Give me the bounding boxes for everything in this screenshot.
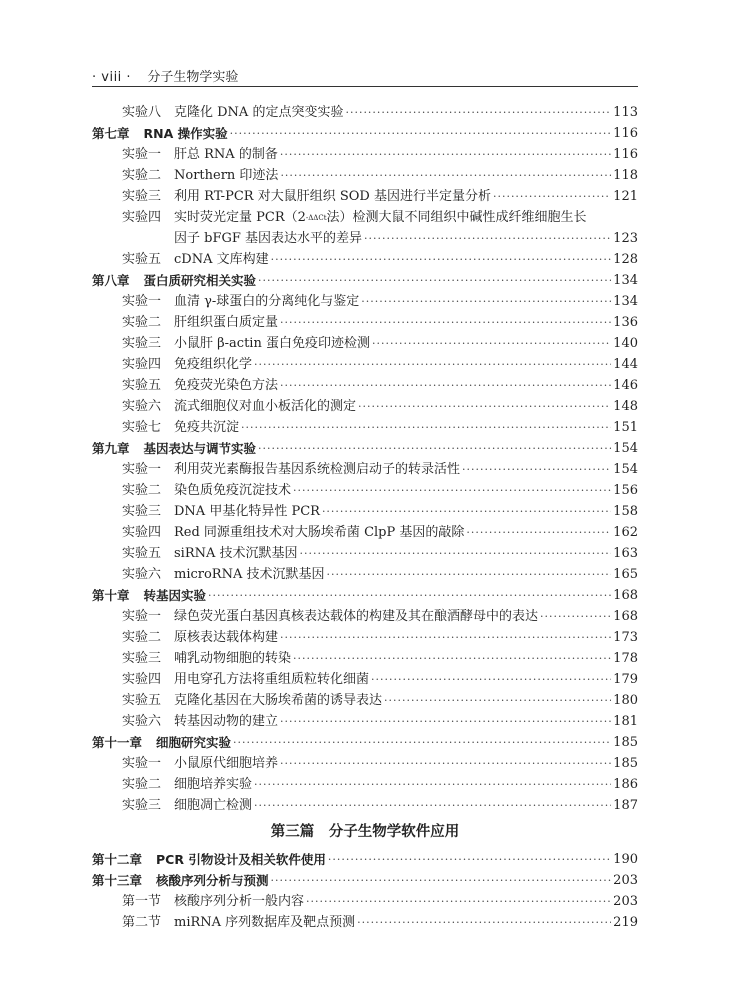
toc-leader-dots bbox=[254, 774, 611, 795]
toc-entry-label: 实验三 bbox=[122, 651, 162, 666]
toc-page-number: 116 bbox=[613, 147, 638, 162]
toc-entry-row[interactable] bbox=[92, 690, 638, 711]
toc-entry-title: DNA 甲基化特异性 PCR bbox=[174, 504, 320, 519]
toc-entry-row[interactable] bbox=[92, 291, 638, 312]
toc-leader-dots bbox=[258, 270, 611, 291]
toc-page-number: 187 bbox=[613, 798, 638, 813]
toc-leader-dots bbox=[271, 249, 612, 270]
toc-entry-title: 肝组织蛋白质定量 bbox=[174, 315, 279, 330]
toc-page-number: 154 bbox=[613, 441, 638, 456]
toc-chapter-row[interactable] bbox=[92, 438, 638, 459]
toc-entry-label: 第九章 bbox=[92, 441, 130, 456]
toc-leader-dots bbox=[466, 522, 611, 543]
toc-leader-dots bbox=[280, 375, 611, 396]
toc-entry-title: 克隆化基因在大肠埃希菌的诱导表达 bbox=[174, 693, 383, 708]
toc-entry-row[interactable] bbox=[92, 522, 638, 543]
toc-entry-title: 核酸序列分析一般内容 bbox=[174, 894, 305, 909]
toc-entry-title: 免疫共沉淀 bbox=[174, 420, 240, 435]
toc-entry-row[interactable] bbox=[92, 375, 638, 396]
toc-leader-dots bbox=[280, 144, 611, 165]
toc-leader-dots bbox=[208, 585, 611, 606]
toc-entry-label: 实验六 bbox=[122, 714, 162, 729]
toc-page-number: 123 bbox=[613, 231, 638, 246]
toc-page-number: 136 bbox=[613, 315, 638, 330]
toc-entry-label: 第一节 bbox=[122, 894, 162, 909]
toc-entry-label: 第十一章 bbox=[92, 735, 143, 750]
toc-entry-label: 实验一 bbox=[122, 147, 162, 162]
toc-leader-dots bbox=[293, 480, 611, 501]
toc-page-number: 134 bbox=[613, 294, 638, 309]
toc-page-number: 173 bbox=[613, 630, 638, 645]
toc-entry-title-continued: 法）检测大鼠不同组织中碱性成纤维细胞生长 bbox=[326, 210, 587, 225]
toc-entry-title: 绿色荧光蛋白基因真核表达载体的构建及其在酿酒酵母中的表达 bbox=[174, 609, 539, 624]
toc-entry-label: 实验八 bbox=[122, 105, 162, 120]
toc-entry-title: 细胞凋亡检测 bbox=[174, 798, 253, 813]
toc-entry-title: 核酸序列分析与预测 bbox=[156, 873, 269, 888]
toc-leader-dots bbox=[230, 123, 612, 144]
toc-entry-title: 血清 γ-球蛋白的分离纯化与鉴定 bbox=[174, 294, 360, 309]
toc-entry-label: 第二节 bbox=[122, 915, 162, 930]
toc-page-number: 140 bbox=[613, 336, 638, 351]
toc-entry-label: 实验六 bbox=[122, 399, 162, 414]
toc-entry-label: 实验一 bbox=[122, 756, 162, 771]
toc-entry-label: 实验七 bbox=[122, 420, 162, 435]
toc-chapter-row[interactable] bbox=[92, 870, 638, 891]
toc-entry-title: miRNA 序列数据库及靶点预测 bbox=[174, 915, 356, 930]
toc-entry-title: siRNA 技术沉默基因 bbox=[174, 546, 298, 561]
toc-entry-label: 第八章 bbox=[92, 273, 130, 288]
toc-leader-dots bbox=[280, 312, 611, 333]
toc-page-number: 180 bbox=[613, 693, 638, 708]
toc-entry-row[interactable] bbox=[92, 396, 638, 417]
toc-entry-title: 基因表达与调节实验 bbox=[143, 441, 257, 456]
toc-page-number: 121 bbox=[613, 189, 638, 204]
toc-leader-dots bbox=[372, 333, 611, 354]
toc-page-number: 154 bbox=[613, 462, 638, 477]
toc-leader-dots bbox=[364, 228, 611, 249]
toc-entry-row[interactable] bbox=[92, 795, 638, 816]
toc-entry-row[interactable] bbox=[92, 249, 638, 270]
toc-page-number: 151 bbox=[613, 420, 638, 435]
toc-page-number: 134 bbox=[613, 273, 638, 288]
toc-leader-dots bbox=[361, 291, 611, 312]
toc-leader-dots bbox=[327, 564, 612, 585]
toc-leader-dots bbox=[280, 711, 611, 732]
toc-leader-dots bbox=[241, 417, 611, 438]
toc-leader-dots bbox=[233, 732, 611, 753]
toc-page-number: 146 bbox=[613, 378, 638, 393]
toc-entry-label: 实验四 bbox=[122, 672, 162, 687]
toc-entry-label: 实验五 bbox=[122, 378, 162, 393]
toc-entry-row[interactable] bbox=[92, 102, 638, 123]
toc-page-number: 178 bbox=[613, 651, 638, 666]
toc-entry-title: 实时荧光定量 PCR（2 bbox=[174, 210, 306, 225]
toc-entry-label: 第十章 bbox=[92, 588, 130, 603]
toc-leader-dots bbox=[306, 891, 611, 912]
toc-entry-label: 实验五 bbox=[122, 693, 162, 708]
toc-entry-row[interactable]: 实验四 实时荧光定量 PCR（2 -ΔΔCt 法）检测大鼠不同组织中碱性成纤维细胞生长 bbox=[92, 207, 638, 228]
toc-entry-title: 免疫荧光染色方法 bbox=[174, 378, 279, 393]
toc-entry-label: 实验一 bbox=[122, 294, 162, 309]
toc-entry-row[interactable] bbox=[92, 669, 638, 690]
toc-leader-dots bbox=[345, 102, 611, 123]
toc-chapter-row[interactable] bbox=[92, 849, 638, 870]
toc-page-number: 186 bbox=[613, 777, 638, 792]
toc-entry-title: 流式细胞仪对血小板活化的测定 bbox=[174, 399, 357, 414]
toc-entry-label: 实验三 bbox=[122, 189, 162, 204]
toc-entry-title: PCR 引物设计及相关软件使用 bbox=[156, 852, 326, 867]
toc-entry-title: 克隆化 DNA 的定点突变实验 bbox=[174, 105, 344, 120]
toc-page-number: 181 bbox=[613, 714, 638, 729]
toc-entry-label: 实验三 bbox=[122, 336, 162, 351]
toc-entry-row[interactable] bbox=[92, 774, 638, 795]
toc-page-number: 185 bbox=[613, 756, 638, 771]
toc-entry-row[interactable] bbox=[92, 606, 638, 627]
toc-entry-title: 哺乳动物细胞的转染 bbox=[174, 651, 292, 666]
toc-entry-row[interactable] bbox=[92, 354, 638, 375]
toc-entry-row[interactable] bbox=[92, 417, 638, 438]
toc-entry-row[interactable] bbox=[92, 912, 638, 933]
toc-page-number: 156 bbox=[613, 483, 638, 498]
toc-chapter-row[interactable] bbox=[92, 270, 638, 291]
toc-entry-row[interactable] bbox=[92, 543, 638, 564]
toc-entry-title: 因子 bFGF 基因表达水平的差异 bbox=[174, 231, 363, 246]
toc-page-number: 162 bbox=[613, 525, 638, 540]
toc-entry-label: 实验一 bbox=[122, 462, 162, 477]
toc-entry-label: 实验二 bbox=[122, 315, 162, 330]
toc-page-number: 113 bbox=[613, 105, 638, 120]
toc-entry-label: 实验二 bbox=[122, 168, 162, 183]
toc-entry-title: 小鼠原代细胞培养 bbox=[174, 756, 279, 771]
toc-entry-row[interactable] bbox=[92, 312, 638, 333]
toc-entry-row[interactable] bbox=[92, 501, 638, 522]
toc-entry-row[interactable] bbox=[92, 459, 638, 480]
toc-entry-title: Northern 印迹法 bbox=[174, 168, 279, 183]
header-book-title: 分子生物学实验 bbox=[147, 70, 239, 85]
toc-entry-title: 利用 RT-PCR 对大鼠肝组织 SOD 基因进行半定量分析 bbox=[174, 189, 491, 204]
toc-page-number: 144 bbox=[613, 357, 638, 372]
toc-entry-label: 第十三章 bbox=[92, 873, 143, 888]
toc-entry-title: 肝总 RNA 的制备 bbox=[174, 147, 278, 162]
toc-entry-label: 第十二章 bbox=[92, 852, 143, 867]
toc-entry-row[interactable] bbox=[92, 648, 638, 669]
toc-page-number: 179 bbox=[613, 672, 638, 687]
toc-leader-dots bbox=[254, 354, 611, 375]
toc-page-number: 203 bbox=[613, 873, 638, 888]
running-header bbox=[92, 66, 238, 85]
toc-entry-row[interactable] bbox=[92, 144, 638, 165]
toc-leader-dots bbox=[293, 648, 611, 669]
toc-entry-label: 实验二 bbox=[122, 630, 162, 645]
toc-entry-row[interactable] bbox=[92, 228, 638, 249]
toc-entry-label: 实验四 bbox=[122, 357, 162, 372]
toc-leader-dots bbox=[357, 912, 611, 933]
toc-leader-dots bbox=[258, 438, 611, 459]
toc-entry-title: 蛋白质研究相关实验 bbox=[143, 273, 257, 288]
toc-page-number: 168 bbox=[613, 588, 638, 603]
toc-entry-title: 转基因实验 bbox=[143, 588, 207, 603]
toc-entry-title: 原核表达载体构建 bbox=[174, 630, 279, 645]
toc-leader-dots bbox=[358, 396, 611, 417]
toc-page-number: 116 bbox=[613, 126, 638, 141]
toc-entry-label: 实验三 bbox=[122, 504, 162, 519]
toc-page-number: 185 bbox=[613, 735, 638, 750]
toc-entry-row[interactable] bbox=[92, 711, 638, 732]
toc-page-number: 219 bbox=[613, 915, 638, 930]
toc-page-number: 203 bbox=[613, 894, 638, 909]
header-page-number: · viii · bbox=[92, 70, 132, 85]
toc-leader-dots bbox=[462, 459, 611, 480]
toc-leader-dots bbox=[280, 753, 611, 774]
toc-entry-label: 实验二 bbox=[122, 777, 162, 792]
toc-entry-label: 实验五 bbox=[122, 252, 162, 267]
toc-leader-dots bbox=[322, 501, 611, 522]
toc-entry-title: 细胞培养实验 bbox=[174, 777, 253, 792]
toc-page-number: 158 bbox=[613, 504, 638, 519]
toc-page-number: 163 bbox=[613, 546, 638, 561]
toc-entry-label: 第七章 bbox=[92, 126, 130, 141]
toc-entry-title: RNA 操作实验 bbox=[143, 126, 228, 141]
toc-entry-title: 免疫组织化学 bbox=[174, 357, 253, 372]
toc-leader-dots bbox=[300, 543, 612, 564]
toc-entry-title: 转基因动物的建立 bbox=[174, 714, 279, 729]
toc-entry-title: 细胞研究实验 bbox=[156, 735, 232, 750]
toc-entry-label: 实验六 bbox=[122, 567, 162, 582]
header-rule bbox=[92, 86, 638, 87]
toc-entry-title: cDNA 文库构建 bbox=[174, 252, 269, 267]
toc-entry-row[interactable] bbox=[92, 627, 638, 648]
toc-entry-row[interactable] bbox=[92, 333, 638, 354]
toc-entry-row[interactable] bbox=[92, 564, 638, 585]
toc-entry-title: 利用荧光素酶报告基因系统检测启动子的转录活性 bbox=[174, 462, 461, 477]
toc-entry-label: 实验四 bbox=[122, 525, 162, 540]
toc-entry-label: 实验二 bbox=[122, 483, 162, 498]
toc-leader-dots bbox=[271, 870, 612, 891]
toc-entry-title: microRNA 技术沉默基因 bbox=[174, 567, 325, 582]
toc-entry-label: 实验五 bbox=[122, 546, 162, 561]
toc-chapter-row[interactable] bbox=[92, 732, 638, 753]
toc-page-number: 165 bbox=[613, 567, 638, 582]
part-heading: 第三篇 分子生物学软件应用 bbox=[270, 824, 460, 840]
toc-entry-title: 小鼠肝 β-actin 蛋白免疫印迹检测 bbox=[174, 336, 370, 351]
toc-chapter-row[interactable] bbox=[92, 123, 638, 144]
toc-page-number: 168 bbox=[613, 609, 638, 624]
toc-chapter-row[interactable] bbox=[92, 585, 638, 606]
toc-entry-row[interactable] bbox=[92, 891, 638, 912]
toc-leader-dots bbox=[540, 606, 611, 627]
toc-leader-dots bbox=[254, 795, 611, 816]
toc-page-number: 190 bbox=[613, 852, 638, 867]
toc-entry-title: 染色质免疫沉淀技术 bbox=[174, 483, 292, 498]
toc-leader-dots bbox=[384, 690, 611, 711]
toc-leader-dots bbox=[280, 165, 611, 186]
toc-entry-label: 实验一 bbox=[122, 609, 162, 624]
toc-entry-row[interactable] bbox=[92, 753, 638, 774]
toc-page-number: 128 bbox=[613, 252, 638, 267]
toc-entry-title: Red 同源重组技术对大肠埃希菌 ClpP 基因的敲除 bbox=[174, 525, 465, 540]
toc-page-number: 118 bbox=[613, 168, 638, 183]
toc-entry-row[interactable] bbox=[92, 480, 638, 501]
toc-leader-dots bbox=[493, 186, 611, 207]
toc-page-number: 148 bbox=[613, 399, 638, 414]
toc-entry-label: 实验三 bbox=[122, 798, 162, 813]
toc-leader-dots bbox=[371, 669, 611, 690]
toc-leader-dots bbox=[280, 627, 611, 648]
toc-leader-dots bbox=[328, 849, 611, 870]
toc-entry-row[interactable] bbox=[92, 186, 638, 207]
toc-entry-label: 实验四 bbox=[122, 210, 162, 225]
toc-entry-title: 用电穿孔方法将重组质粒转化细菌 bbox=[174, 672, 370, 687]
toc-entry-row[interactable] bbox=[92, 165, 638, 186]
